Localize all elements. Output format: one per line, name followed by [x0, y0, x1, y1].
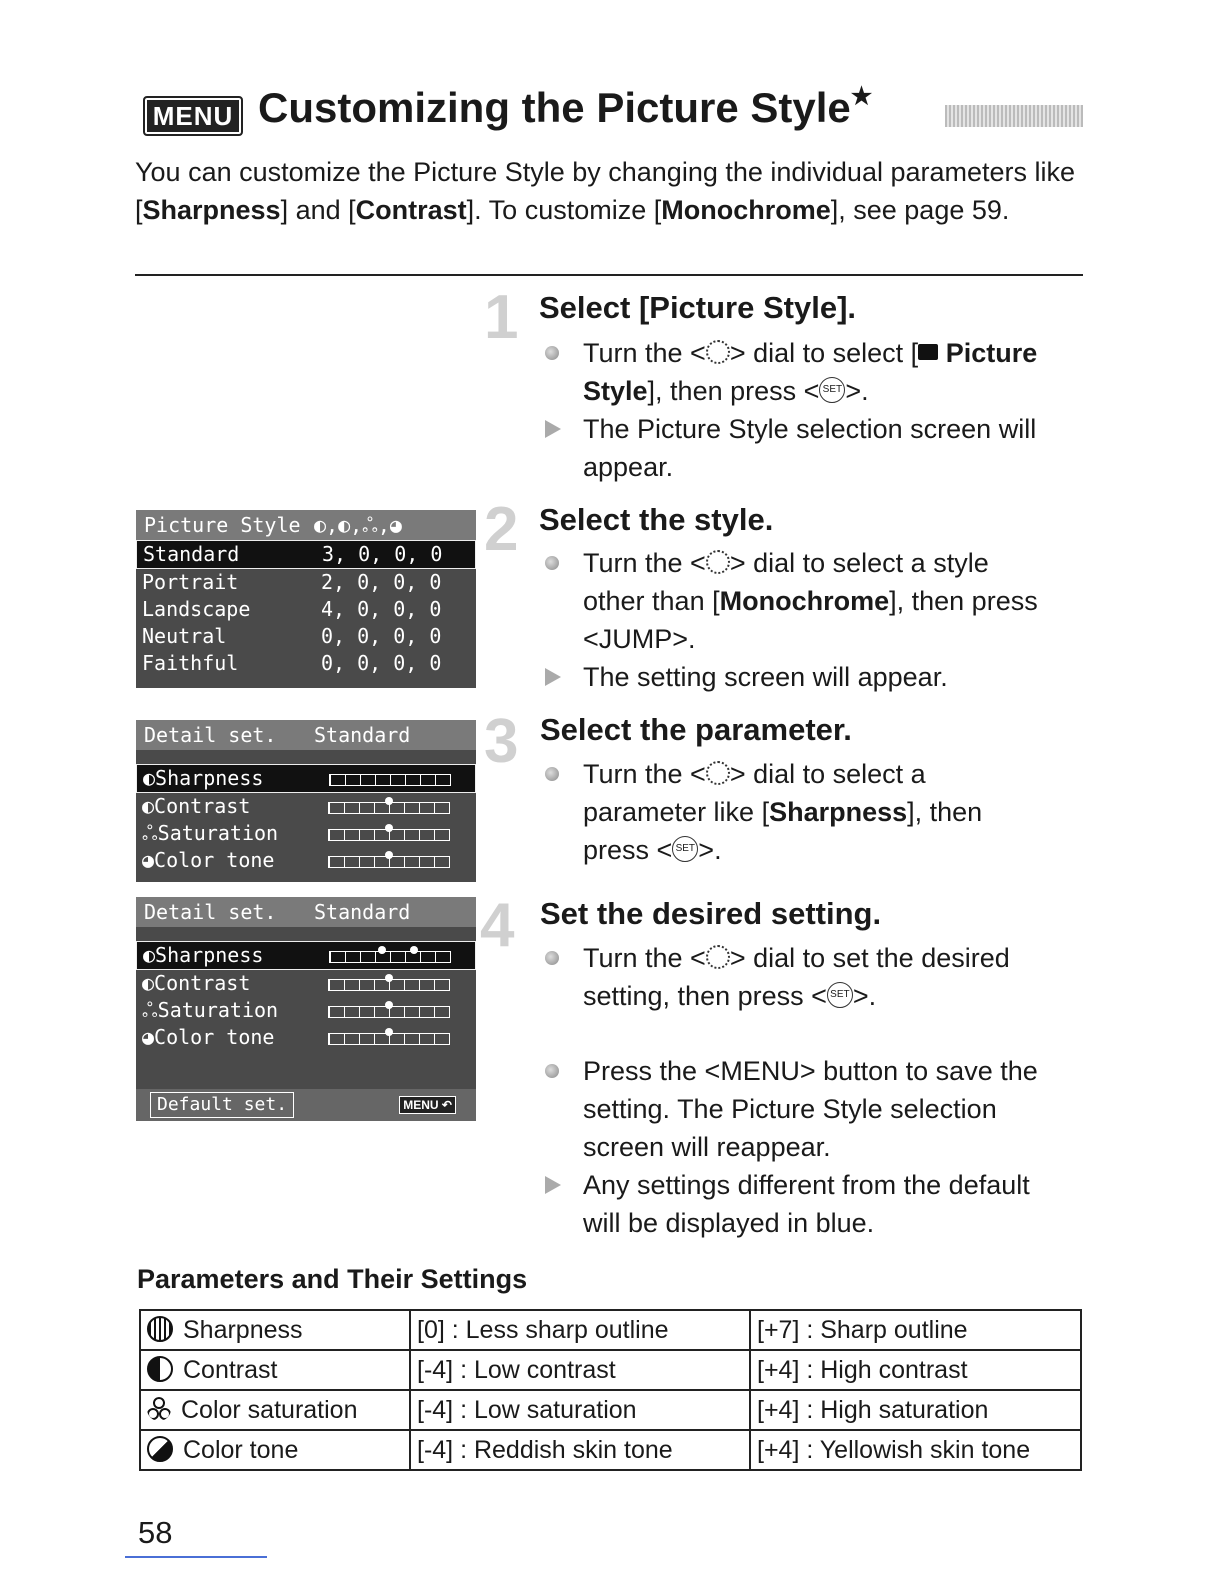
slider-marker: [378, 946, 386, 954]
parameter-name: ◕Color tone: [142, 1025, 275, 1049]
intro-text: ]. To customize [: [466, 195, 662, 225]
default-set-button: Default set.: [150, 1092, 294, 1118]
step-result: Any settings different from the default will be displayed in blue.: [583, 1170, 1030, 1238]
intro-bold: Monochrome: [661, 195, 831, 225]
parameter-name: ஃSaturation: [142, 998, 279, 1022]
bullet-icon: [545, 1064, 559, 1078]
text-bold: Sharpness: [769, 797, 908, 827]
slider-marker: [385, 1001, 393, 1009]
parameter-row: [136, 941, 476, 970]
parameter-row: [136, 847, 476, 874]
step-title: Set the desired setting.: [540, 896, 882, 931]
screen-footer: [136, 1089, 476, 1121]
parameter-name: ◐Contrast: [142, 971, 251, 995]
slider-marker: [385, 851, 393, 859]
low-setting-cell: [0] : Less sharp outline: [410, 1310, 750, 1350]
text: Turn the <: [583, 548, 706, 578]
bullet-icon: [545, 767, 559, 781]
parameters-table: [139, 1309, 1082, 1471]
text: > dial to select a parameter like [: [583, 759, 926, 827]
screen-title: Detail set.: [144, 723, 277, 747]
parameter-row: [136, 1024, 476, 1051]
parameter-icons: ◐,◐,ஃ,◕: [314, 513, 402, 537]
parameter-row: [136, 970, 476, 997]
parameter-slider: [328, 1033, 450, 1045]
dial-icon: [706, 761, 730, 785]
text: ], then press <: [647, 376, 820, 406]
parameter-name: ◐Sharpness: [143, 766, 264, 790]
parameter-name: Color saturation: [181, 1395, 358, 1424]
bullet-icon: [545, 346, 559, 360]
text-bold: Picture Style: [583, 338, 1038, 406]
text: Turn the <: [583, 943, 706, 973]
low-setting-cell: [-4] : Low saturation: [410, 1390, 750, 1430]
page-number: 58: [138, 1515, 173, 1550]
slider-marker: [385, 974, 393, 982]
parameter-slider: [329, 951, 451, 963]
style-row: [136, 569, 476, 596]
page-number-underline: [125, 1556, 267, 1558]
slider-marker: [385, 1028, 393, 1036]
step-number: 3: [484, 707, 519, 776]
screen-title: Picture Style: [144, 513, 301, 537]
set-button-icon: SET: [672, 836, 698, 862]
style-row: [136, 650, 476, 677]
intro-paragraph: [135, 153, 1095, 229]
bullet-icon: [545, 556, 559, 570]
parameter-name: ஃSaturation: [142, 821, 279, 845]
style-name: Standard: [143, 542, 240, 566]
style-row: [136, 540, 476, 569]
step-title: Select [Picture Style].: [539, 290, 857, 325]
step-instruction: [545, 755, 1045, 869]
page-title: [258, 84, 872, 132]
intro-text: ], see page 59.: [830, 195, 1010, 225]
style-name: Landscape: [142, 597, 251, 621]
text: Turn the <: [583, 338, 706, 368]
step-result: The Picture Style selection screen will appear.: [583, 414, 1037, 482]
step-number: 4: [480, 891, 515, 960]
text: > dial to select a style other than [: [583, 548, 989, 616]
page-title-text: Customizing the Picture Style: [258, 84, 851, 131]
parameter-slider: [328, 1006, 450, 1018]
text: > dial to select [: [729, 338, 919, 368]
slider-marker: [385, 797, 393, 805]
parameter-name: Contrast: [183, 1355, 278, 1384]
text: ], then press <JUMP>.: [583, 586, 1038, 654]
style-name: Standard: [314, 900, 411, 924]
parameter-slider: [328, 802, 450, 814]
table-row: [140, 1390, 1081, 1430]
screen-header: [136, 897, 476, 927]
style-values: 3, 0, 0, 0: [322, 542, 443, 566]
screen-header: [136, 510, 476, 540]
text-bold: Monochrome: [719, 586, 890, 616]
high-setting-cell: [+4] : High contrast: [750, 1350, 1081, 1390]
step-result: The setting screen will appear.: [583, 662, 948, 692]
parameter-slider: [328, 856, 450, 868]
step-title: Select the parameter.: [540, 712, 852, 747]
text: Press the <MENU> button to save the setting. The Picture Style selection screen will reappear.: [583, 1056, 1038, 1162]
parameter-row: [136, 793, 476, 820]
picture-style-screen: [136, 510, 476, 688]
result-arrow-icon: [545, 668, 561, 686]
slider-marker: [410, 946, 418, 954]
style-values: 2, 0, 0, 0: [321, 570, 442, 594]
style-name: Neutral: [142, 624, 227, 648]
screen-header: [136, 720, 476, 750]
parameters-title: Parameters and Their Settings: [137, 1264, 528, 1294]
low-setting-cell: [-4] : Low contrast: [410, 1350, 750, 1390]
title-decoration: [945, 105, 1083, 127]
parameter-name: Color tone: [183, 1435, 299, 1464]
bullet-icon: [545, 951, 559, 965]
style-row: [136, 596, 476, 623]
screen-title: Detail set.: [144, 900, 277, 924]
intro-bold: Sharpness: [142, 195, 281, 225]
step-title: Select the style.: [539, 502, 774, 537]
parameter-slider: [328, 829, 450, 841]
high-setting-cell: [+4] : Yellowish skin tone: [750, 1430, 1081, 1470]
parameter-cell: [140, 1350, 410, 1390]
set-button-icon: SET: [827, 982, 853, 1008]
high-setting-cell: [+7] : Sharp outline: [750, 1310, 1081, 1350]
slider-marker: [385, 824, 393, 832]
divider: [135, 274, 1083, 276]
parameter-name: Sharpness: [183, 1315, 303, 1344]
style-values: 0, 0, 0, 0: [321, 624, 442, 648]
camera-icon: [918, 344, 938, 360]
star-icon: ★: [850, 83, 873, 110]
detail-set-edit-screen: [136, 897, 476, 1121]
dial-icon: [706, 945, 730, 969]
text: >.: [852, 981, 877, 1011]
style-row: [136, 623, 476, 650]
menu-return-icon: MENU ↶: [399, 1096, 456, 1114]
text: >.: [698, 835, 722, 865]
contrast-icon: [147, 1356, 173, 1382]
table-row: [140, 1310, 1081, 1350]
color-tone-icon: [147, 1436, 173, 1462]
low-setting-cell: [-4] : Reddish skin tone: [410, 1430, 750, 1470]
dial-icon: [706, 550, 730, 574]
parameter-name: ◐Sharpness: [143, 943, 264, 967]
step-instruction: [545, 544, 1045, 696]
text: Turn the <: [583, 759, 706, 789]
high-setting-cell: [+4] : High saturation: [750, 1390, 1081, 1430]
step-instruction: [545, 1052, 1045, 1242]
step-instruction: [545, 939, 1045, 1015]
step-number: 2: [484, 495, 519, 564]
intro-text: You can customize the Picture Style by changing the individual parameters like [: [135, 157, 1076, 225]
table-row: [140, 1430, 1081, 1470]
dial-icon: [706, 340, 730, 364]
parameter-row: [136, 764, 476, 793]
style-values: 0, 0, 0, 0: [321, 651, 442, 675]
parameter-name: ◕Color tone: [142, 848, 275, 872]
step-number: 1: [484, 283, 519, 352]
text: > dial to set the desired setting, then press <: [583, 943, 1010, 1011]
result-arrow-icon: [545, 420, 561, 438]
saturation-icon: [147, 1397, 171, 1421]
style-name: Portrait: [142, 570, 239, 594]
table-row: [140, 1350, 1081, 1390]
result-arrow-icon: [545, 1176, 561, 1194]
intro-bold: Contrast: [355, 195, 467, 225]
parameter-name: ◐Contrast: [142, 794, 251, 818]
step-instruction: [545, 334, 1045, 486]
intro-text: ] and [: [280, 195, 356, 225]
parameter-row: [136, 997, 476, 1024]
set-button-icon: SET: [819, 377, 845, 403]
style-name: Standard: [314, 723, 411, 747]
detail-set-screen: [136, 720, 476, 882]
sharpness-icon: [147, 1316, 173, 1342]
parameter-cell: [140, 1430, 410, 1470]
style-name: Faithful: [142, 651, 239, 675]
parameter-slider: [329, 774, 451, 786]
parameter-cell: [140, 1390, 410, 1430]
text: >.: [845, 376, 869, 406]
parameter-row: [136, 820, 476, 847]
text: ], then press <: [583, 797, 983, 865]
style-values: 4, 0, 0, 0: [321, 597, 442, 621]
menu-icon: MENU: [143, 96, 243, 136]
parameter-cell: [140, 1310, 410, 1350]
parameter-slider: [328, 979, 450, 991]
